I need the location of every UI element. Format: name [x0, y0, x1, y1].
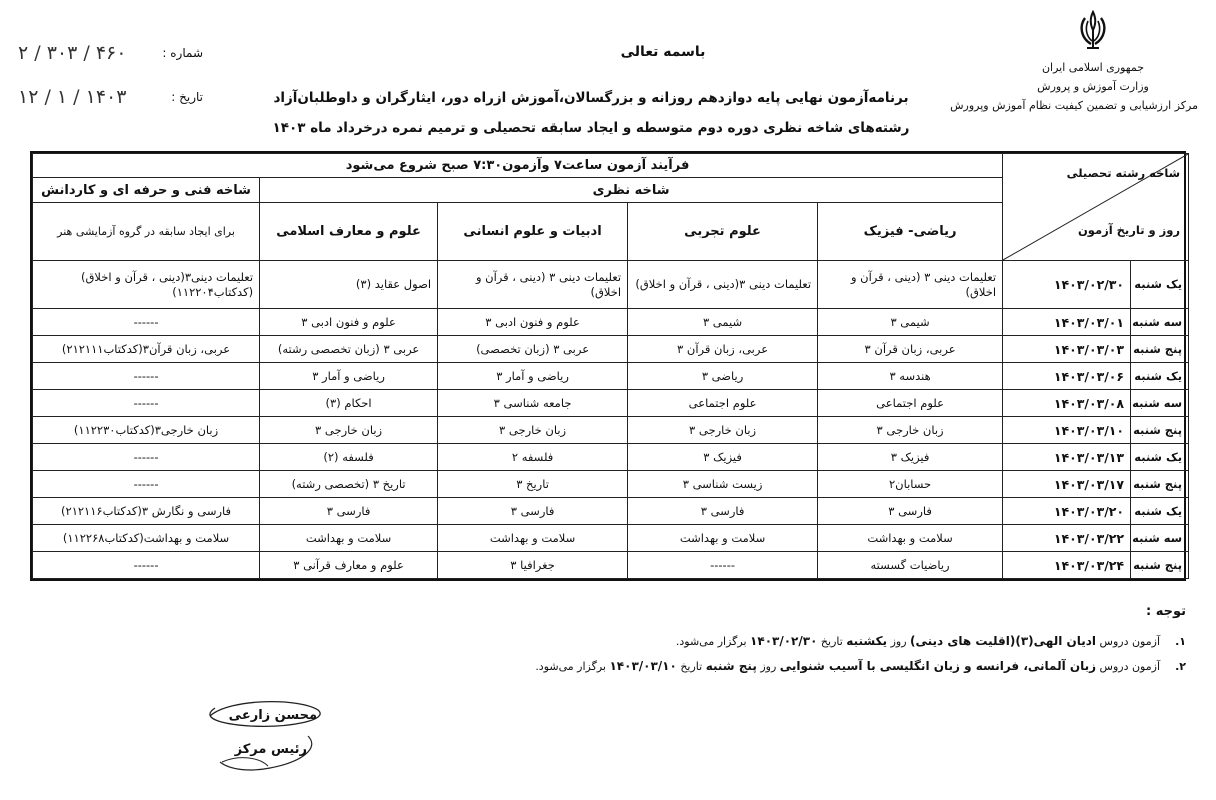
cell-math-physics: ریاضیات گسسته	[818, 552, 1003, 579]
tech-branch-note: برای ایجاد سابقه در گروه آزمایشی هنر	[33, 203, 260, 261]
schedule-row	[33, 498, 1189, 525]
note-day: پنج شنبه	[705, 659, 757, 673]
org-line-ministry: وزارت آموزش و پرورش	[1037, 80, 1149, 93]
cell-humanities: تاریخ ۳	[438, 471, 628, 498]
exam-day: پنج شنبه	[1131, 417, 1189, 444]
cell-math-physics: علوم اجتماعی	[818, 390, 1003, 417]
cell-humanities: سلامت و بهداشت	[438, 525, 628, 552]
letter-date	[18, 86, 203, 114]
exam-day: پنج شنبه	[1131, 471, 1189, 498]
cell-math-physics: فارسی ۳	[818, 498, 1003, 525]
exam-day: سه شنبه	[1131, 390, 1189, 417]
cell-experimental-sciences: عربی، زبان قرآن ۳	[628, 336, 818, 363]
theory-branch-header: شاخه نظری	[260, 178, 1003, 203]
cell-math-physics: سلامت و بهداشت	[818, 525, 1003, 552]
document-subtitle: رشته‌های شاخه نظری دوره دوم متوسطه و ایجاد سابقه تحصیلی و ترمیم نمره درخرداد ماه ۱۴۰۳	[272, 120, 910, 136]
cell-experimental-sciences: علوم اجتماعی	[628, 390, 818, 417]
cell-experimental-sciences: سلامت و بهداشت	[628, 525, 818, 552]
cell-humanities: تعلیمات دینی ۳ (دینی ، قرآن و اخلاق)	[438, 261, 628, 309]
exam-day: سه شنبه	[1131, 309, 1189, 336]
exam-date: ۱۴۰۳/۰۳/۲۰	[1003, 498, 1131, 525]
schedule-row	[33, 390, 1189, 417]
cell-islamic-sciences: سلامت و بهداشت	[260, 525, 438, 552]
cell-humanities: فلسفه ۲	[438, 444, 628, 471]
note-text: تاریخ	[817, 635, 847, 648]
exam-day: یک شنبه	[1131, 363, 1189, 390]
column-math-physics: ریاضی- فیزیک	[818, 203, 1003, 261]
cell-math-physics: حسابان۲	[818, 471, 1003, 498]
cell-islamic-sciences: زبان خارجی ۳	[260, 417, 438, 444]
cell-math-physics: زبان خارجی ۳	[818, 417, 1003, 444]
cell-technical: ------	[33, 390, 260, 417]
exam-date: ۱۴۰۳/۰۲/۳۰	[1003, 261, 1131, 309]
exam-date: ۱۴۰۳/۰۳/۲۴	[1003, 552, 1131, 579]
cell-islamic-sciences: تاریخ ۳ (تخصصی رشته)	[260, 471, 438, 498]
cell-experimental-sciences: شیمی ۳	[628, 309, 818, 336]
schedule-row	[33, 363, 1189, 390]
cell-humanities: علوم و فنون ادبی ۳	[438, 309, 628, 336]
cell-islamic-sciences: علوم و فنون ادبی ۳	[260, 309, 438, 336]
cell-technical: ------	[33, 444, 260, 471]
column-experimental-sciences: علوم تجربی	[628, 203, 818, 261]
schedule-row	[33, 552, 1189, 579]
exam-date: ۱۴۰۳/۰۳/۱۰	[1003, 417, 1131, 444]
cell-math-physics: عربی، زبان قرآن ۳	[818, 336, 1003, 363]
table-corner-header	[1003, 154, 1189, 261]
column-islamic-sciences: علوم و معارف اسلامی	[260, 203, 438, 261]
exam-process-header: فرآیند آزمون ساعت۷ وآزمون۷:۳۰ صبح شروع می‌شود	[33, 154, 1003, 178]
cell-technical: ------	[33, 363, 260, 390]
number-value: ۴۶۰ / ۳۰۳ / ۲	[18, 42, 127, 64]
cell-experimental-sciences: فارسی ۳	[628, 498, 818, 525]
number-label: شماره :	[162, 46, 203, 60]
cell-experimental-sciences: ریاضی ۳	[628, 363, 818, 390]
cell-technical: ------	[33, 309, 260, 336]
cell-islamic-sciences: عربی ۳ (زبان تخصصی رشته)	[260, 336, 438, 363]
cell-humanities: فارسی ۳	[438, 498, 628, 525]
cell-experimental-sciences: زبان خارجی ۳	[628, 417, 818, 444]
note-item	[186, 654, 1186, 679]
cell-islamic-sciences: فلسفه (۲)	[260, 444, 438, 471]
org-line-country: جمهوری اسلامی ایران	[1041, 61, 1145, 74]
exam-schedule-table	[30, 151, 1186, 581]
tech-branch-header: شاخه فنی و حرفه ای و کاردانش	[33, 178, 260, 203]
basmala: باسمه تعالی	[620, 44, 706, 60]
notes-section	[186, 604, 1186, 679]
exam-day: یک شنبه	[1131, 261, 1189, 309]
signatory-role: رئیس مرکز	[234, 742, 307, 757]
cell-technical: عربی، زبان قرآن۳(کدکتاب۲۱۲۱۱۱)	[33, 336, 260, 363]
schedule-row	[33, 417, 1189, 444]
cell-experimental-sciences: ------	[628, 552, 818, 579]
organization-header	[950, 8, 1198, 115]
notes-title: توجه :	[1145, 604, 1186, 619]
cell-islamic-sciences: اصول عقاید (۳)	[260, 261, 438, 309]
schedule-row	[33, 525, 1189, 552]
date-label: تاریخ :	[171, 90, 203, 104]
note-text: برگزار می‌شود.	[535, 660, 610, 673]
cell-math-physics: شیمی ۳	[818, 309, 1003, 336]
exam-day: پنج شنبه	[1131, 552, 1189, 579]
exam-date: ۱۴۰۳/۰۳/۰۱	[1003, 309, 1131, 336]
exam-day: سه شنبه	[1131, 525, 1189, 552]
cell-islamic-sciences: فارسی ۳	[260, 498, 438, 525]
schedule-row	[33, 444, 1189, 471]
schedule-row	[33, 336, 1189, 363]
letter-number	[18, 42, 203, 70]
cell-technical: زبان خارجی۳(کدکتاب۱۱۲۲۳۰)	[33, 417, 260, 444]
cell-humanities: جامعه شناسی ۳	[438, 390, 628, 417]
document-title: برنامه‌آزمون نهایی پایه دوازدهم روزانه و بزرگسالان،آموزش ازراه دور، ایثارگران و داوطلبان‌آزاد	[273, 90, 909, 106]
cell-experimental-sciences: فیزیک ۳	[628, 444, 818, 471]
cell-technical: سلامت و بهداشت(کدکتاب۱۱۲۲۶۸)	[33, 525, 260, 552]
corner-date-label: روز و تاریخ آزمون	[1077, 223, 1181, 237]
note-date: ۱۴۰۳/۰۳/۱۰	[609, 659, 677, 673]
exam-date: ۱۴۰۳/۰۳/۰۳	[1003, 336, 1131, 363]
cell-technical: ------	[33, 552, 260, 579]
cell-humanities: عربی ۳ (زبان تخصصی)	[438, 336, 628, 363]
note-text: تاریخ	[676, 660, 706, 673]
signature-block	[205, 700, 325, 780]
cell-math-physics: هندسه ۳	[818, 363, 1003, 390]
cell-islamic-sciences: ریاضی و آمار ۳	[260, 363, 438, 390]
schedule-row	[33, 309, 1189, 336]
note-text: روز	[756, 660, 780, 673]
exam-day: پنج شنبه	[1131, 336, 1189, 363]
note-text: آزمون دروس	[1096, 635, 1160, 648]
cell-experimental-sciences: زیست شناسی ۳	[628, 471, 818, 498]
cell-technical: فارسی و نگارش ۳(کدکتاب۲۱۲۱۱۶)	[33, 498, 260, 525]
schedule-row	[33, 261, 1189, 309]
cell-math-physics: فیزیک ۳	[818, 444, 1003, 471]
exam-date: ۱۴۰۳/۰۳/۱۷	[1003, 471, 1131, 498]
cell-humanities: زبان خارجی ۳	[438, 417, 628, 444]
note-text: آزمون دروس	[1096, 660, 1160, 673]
exam-date: ۱۴۰۳/۰۳/۰۶	[1003, 363, 1131, 390]
note-number: ۱.	[1175, 635, 1186, 648]
note-date: ۱۴۰۳/۰۲/۳۰	[750, 634, 818, 648]
exam-date: ۱۴۰۳/۰۳/۲۲	[1003, 525, 1131, 552]
exam-day: یک شنبه	[1131, 444, 1189, 471]
org-line-center: مرکز ارزشیابی و تضمین کیفیت نظام آموزش وپرورش	[950, 99, 1198, 112]
signatory-name: محسن زارعی	[228, 708, 317, 723]
exam-date: ۱۴۰۳/۰۳/۰۸	[1003, 390, 1131, 417]
cell-islamic-sciences: علوم و معارف قرآنی ۳	[260, 552, 438, 579]
note-item	[186, 629, 1186, 654]
cell-humanities: ریاضی و آمار ۳	[438, 363, 628, 390]
cell-experimental-sciences: تعلیمات دینی ۳(دینی ، قرآن و اخلاق)	[628, 261, 818, 309]
exam-date: ۱۴۰۳/۰۳/۱۳	[1003, 444, 1131, 471]
note-text: برگزار می‌شود.	[675, 635, 751, 648]
note-text: روز	[887, 635, 911, 648]
cell-humanities: جغرافیا ۳	[438, 552, 628, 579]
note-course: ادیان الهی(۳)(اقلیت های دینی)	[910, 634, 1097, 648]
note-number: ۲.	[1175, 660, 1186, 673]
note-day: یکشنبه	[846, 634, 888, 648]
cell-islamic-sciences: احکام (۳)	[260, 390, 438, 417]
exam-day: یک شنبه	[1131, 498, 1189, 525]
date-value: ۱۴۰۳ / ۱ / ۱۲	[18, 86, 127, 108]
cell-technical: تعلیمات دینی۳(دینی ، قرآن و اخلاق)(کدکتاب۱۱۲۲۰۴)	[33, 261, 260, 309]
cell-technical: ------	[33, 471, 260, 498]
corner-branch-label: شاخه رشته تحصیلی	[1066, 166, 1181, 180]
schedule-row	[33, 471, 1189, 498]
note-course: زبان آلمانی، فرانسه و زبان انگلیسی با آسیب شنوایی	[779, 659, 1097, 673]
column-humanities: ادبیات و علوم انسانی	[438, 203, 628, 261]
cell-math-physics: تعلیمات دینی ۳ (دینی ، قرآن و اخلاق)	[818, 261, 1003, 309]
